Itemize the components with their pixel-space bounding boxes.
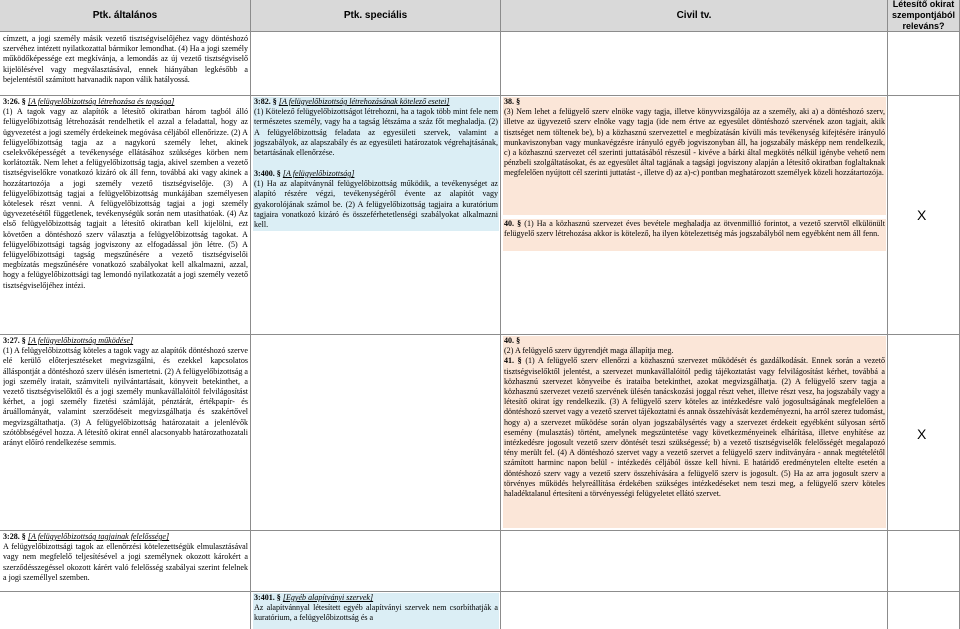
section-body: (1) A tagok vagy az alapítók a létesítő okiratban három tagból álló felügyelőbizottság létrehozását rendelhetik el azzal a feladattal, hogy az ügyvezetést a jogi személy érdekeinek megóvása céljából ellenőrizze. (2) A felügyelőbizottság tagja az a nagykorú személy lehet, akinek cselekvőképességét a tevékenysége ellátásához szükséges körben nem korlátozták. Nem lehet a felügyelőbizottság tagja, akivel szemben a vezető tisztségviselőkre vonatkozó kizáró ok áll fenn, továbbá aki vagy akinek a hozzátartozója a jogi személy vezető tisztségviselője. (3) A felügyelőbizottság tagjai a felügyelőbizottság munkájában személyesen kötelesek részt venni. A felügyelőbizottság tagjai a jogi személy ügyvezetésétől függetlenek, tevékenységük során nem utasíthatóak. (4) Az első felügyelőbizottság tagjait a létesítő okiratban kell kijelölni, ezt követően a döntéshozó szerv választja a felügyelőbizottság tagokat. A felügyelőbizottsági tagság jogviszony az elfogadással jön létre. (5) A felügyelőbizottsági tagság megszűnésére a vezető tisztségviselői megbízatás megszűnésére vonatkozó szabályokat kell alkalmazni, azzal, hogy a felügyelőbizottsági tag lemondó nyilatkozatát a jogi személy vezető tisztségviselőjéhez intézi. xyxy=(3,107,248,290)
section-3-400 xyxy=(253,169,499,231)
section-number: 41. § xyxy=(504,356,522,366)
section-number: 3:82. § xyxy=(254,97,277,106)
section-body: Az alapítvánnyal létesített egyéb alapítványi szervek nem csorbíthatják a kuratórium, a felügyelőbizottság és a xyxy=(254,603,498,623)
section-3-26 xyxy=(3,97,248,333)
row-divider xyxy=(0,95,960,96)
section-body: (1) Ha a közhasznú szervezet éves bevétele meghaladja az ötvenmillió forintot, a vezető szervtől elkülönült felügyelő szerv létrehozása akkor is kötelező, ha ilyen kötelezettség más jogszabályból nem egyébként nem áll fenn. xyxy=(504,219,885,239)
row-divider xyxy=(0,530,960,531)
section-3-27 xyxy=(3,336,248,529)
section-body: (1) A felügyelő szerv ellenőrzi a közhasznú szervezet működését és gazdálkodását. Ennek során a vezető tisztségviselőktől jelentést, a szervezet munkavállalóitól pedig tájékoztatást vagy felvilágosítást kérhet, továbbá a közhasznú szervezet könyveibe és irataiba betekinthet, azokat megvizsgálhatja. (2) A felügyelő szerv tagja a közhasznú szervezet vezető szervének ülésén tanácskozási joggal részt vehet, illetve részt vesz, ha jogszabály vagy a létesítő okirat így rendelkezik. (3) A felügyelő szerv köteles az intézkedésre való jogosultságának megfelelően a döntéshozó szervet vagy a vezető szervet tájékoztatni és annak összehívását kezdeményezni, ha arról szerez tudomást, hogy a) a szervezet működése során olyan jogszabálysértés vagy a szervezet érdekeit egyébként súlyosan sértő esemény (mulasztás) történt, amelynek megszüntetése vagy következményeinek elhárítása, illetve enyhítése az intézkedésre jogosult vezető szerv döntését teszi szükségessé; b) a vezető tisztségviselők felelősségét megalapozó tény merült fel. (4) A döntéshozó szervet vagy a vezető szervet a felügyelő szerv indítványára - annak megtételétől számított harminc napon belül - intézkedés céljából össze kell hívni. E határidő eredménytelen eltelte esetén a döntéshozó szerv vagy a vezető szerv összehívására a felügyelő szerv is jogosult. (5) Ha az arra jogosult szerv a törvényes működés helyreállítása érdekében szükséges intézkedéseket nem teszi meg, a felügyelő szerv köteles haladéktalanul értesíteni a törvényességi felügyeletet ellátó szervet. xyxy=(504,356,885,499)
section-number: 3:26. § xyxy=(3,97,26,106)
relevance-mark: X xyxy=(917,207,927,223)
header-special: Ptk. speciális xyxy=(251,0,501,32)
header-civil: Civil tv. xyxy=(501,0,888,32)
section-body: (1) Ha az alapítványnál felügyelőbizottság működik, a tevékenységet az alapító részére végzi, tevékenységéről évente az alapítót vagy gyakorolójának számol be. (2) A felügyelőbizottság tagjaira a kuratórium tagjaira vonatkozó kizáró és összeférhetetlenségi szabályokat alkalmazni kell. xyxy=(254,179,498,230)
section-number: 40. § xyxy=(504,219,522,228)
section-title: [A felügyelőbizottság működése] xyxy=(27,336,134,345)
section-title: [A felügyelőbizottság] xyxy=(282,169,355,178)
row-divider xyxy=(0,334,960,335)
section-body: (2) A felügyelő szerv ügyrendjét maga állapítja meg. xyxy=(504,346,674,356)
section-title: [A felügyelőbizottság tagjainak felelőssége] xyxy=(27,532,170,541)
section-title: [Egyéb alapítványi szervek] xyxy=(282,593,374,602)
section-body: (1) Kötelező felügyelőbizottságot létrehozni, ha a tagok több mint fele nem természetes személy, vagy ha a tagság létszáma a száz főt meghaladja. (2) A felügyelőbizottság feladata az egyesületi szervek, valamint a jogszabályok, az alapszabály és az egyesületi határozatok végrehajtásának, betartásának ellenőrzése. xyxy=(254,107,498,158)
section-number: 3:401. § xyxy=(254,593,281,602)
relevance-mark: X xyxy=(917,426,927,442)
civil-section-40-41 xyxy=(503,336,886,528)
civil-section-40-1 xyxy=(503,219,886,251)
section-3-28 xyxy=(3,532,248,628)
section-number: 3:28. § xyxy=(3,532,26,541)
section-number: 40. § xyxy=(504,336,521,345)
section-3-82 xyxy=(253,97,499,169)
header-general: Ptk. általános xyxy=(0,0,251,32)
section-number: 3:27. § xyxy=(3,336,26,345)
section-body: (3) Nem lehet a felügyelő szerv elnöke vagy tagja, illetve könyvvizsgálója az a személy, aki a) a döntéshozó szerv, illetve az ügyvezető szerv elnöke vagy tagja (ide nem értve az egyesület döntéshozó szervének azon tagjait, akik tisztséget nem töltenek be), b) a közhasznú szervezettel e megbízatásán kívüli más tevékenység kifejtésére irányuló munkaviszonyban vagy munkavégzésre irányuló egyéb jogviszonyban áll, ha jogszabály másképp nem rendelkezik, c) a közhasznú szervezet cél szerinti juttatásából részesül - kivéve a bárki által megkötés nélkül igénybe vehető nem pénzbeli szolgáltatásokat, és az egyesület által tagjának a tagsági jogviszony alapján a létesítő okiratban foglaltaknak megfelelően nyújtott cél szerinti juttatást -, illetve d) az a)-c) pontban meghatározott személyek közeli hozzátartozója. xyxy=(504,107,885,178)
section-3-401 xyxy=(253,593,499,629)
section-number: 38. § xyxy=(504,97,521,106)
column-relevance xyxy=(888,32,960,629)
header-relevance: Létesítő okirat szempontjából releváns? xyxy=(888,0,960,32)
section-number: 3:400. § xyxy=(254,169,281,178)
general-top-paragraph: címzett, a jogi személy másik vezető tisztségviselőjéhez vagy döntéshozó szervéhez intézett nyilatkozattal bármikor lemondhat. (4) Ha a jogi személy működőképessége ezt megkívánja, a lemondás az új vezető tisztségviselő kijelölésével vagy megválasztásával, ennek hiányában legkésőbb a bejelentéstől számított hatvanadik napon válik hatályossá. xyxy=(3,34,248,84)
section-body: (1) A felügyelőbizottság köteles a tagok vagy az alapítók döntéshozó szerve elé kerülő előterjesztéseket megvizsgálni, és ezekkel kapcsolatos álláspontját a döntéshozó szerv ülésén ismertetni. (2) A felügyelőbizottság a jogi személy iratait, számviteli nyilvántartásait, könyveit betekinthet, a vezető tisztségviselőktől és a jogi személy munkavállalóitól felvilágosítást kérhet, a jogi személy fizetési számláját, pénztárát, értékpapír- és áruállományát, valamint szerződéseit megvizsgálhatja és szakértővel megvizsgáltathatja. (3) A felügyelőbizottság határozatait a jelenlévők szótöbbségével hozza. A létesítő okirat ennél alacsonyabb határozathozatali arányt előíró rendelkezése semmis. xyxy=(3,346,248,448)
section-title: [A felügyelőbizottság létrehozása és tagsága] xyxy=(27,97,175,106)
section-body: A felügyelőbizottsági tagok az ellenőrzési kötelezettségük elmulasztásával vagy nem megfelelő teljesítésével a jogi személynek okozott károkért a szerződésszegéssel okozott kárért való felelősség szabályai szerint felelnek a jogi személlyel szemben. xyxy=(3,542,248,582)
section-title: [A felügyelőbizottság létrehozásának kötelező esetei] xyxy=(278,97,450,106)
civil-section-38 xyxy=(503,97,886,215)
